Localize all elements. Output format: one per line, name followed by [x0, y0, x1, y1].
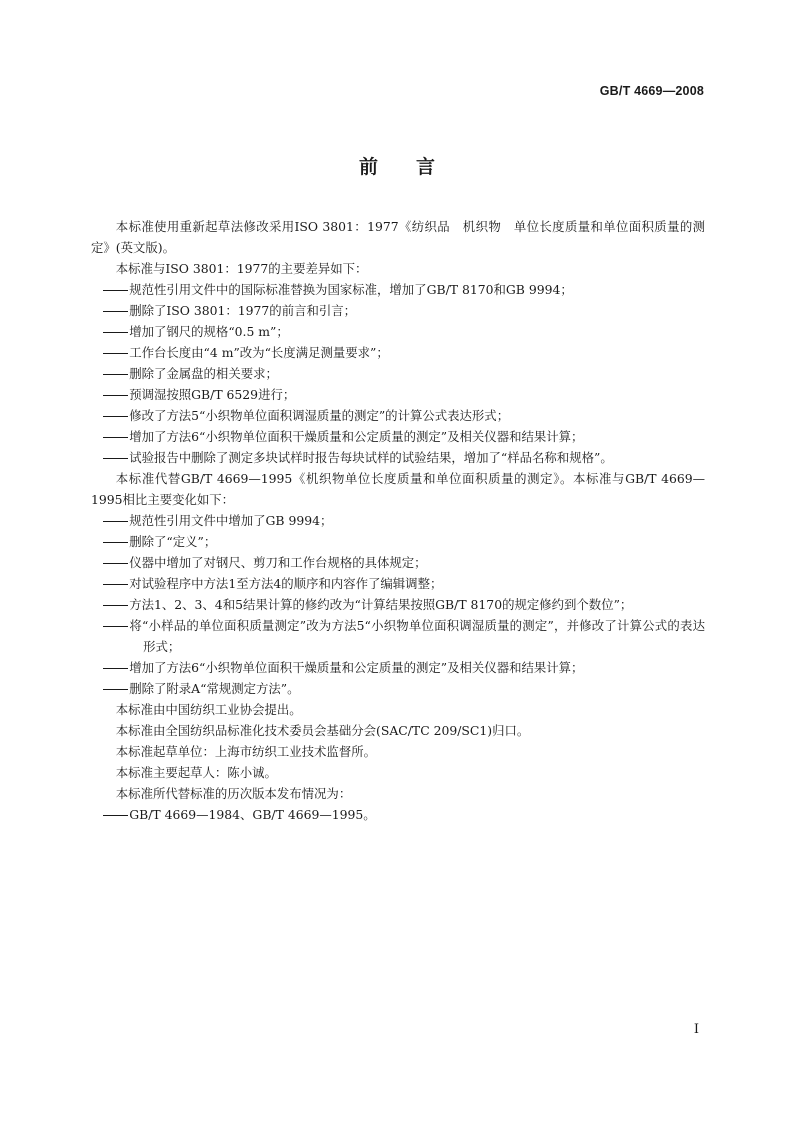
paragraph: 本标准使用重新起草法修改采用ISO 3801：1977《纺织品 机织物 单位长度质量和单位面积质量的测定》(英文版)。 — [91, 219, 705, 255]
list-item — [91, 426, 705, 447]
list-item-text: 将“小样品的单位面积质量测定”改为方法5“小织物单位面积调湿质量的测定”，并修改了计算公式的表达形式； — [129, 618, 705, 654]
dash-marker — [103, 584, 128, 586]
paragraph: 本标准由中国纺织工业协会提出。 — [115, 702, 302, 717]
list-item-text: 修改了方法5“小织物单位面积调湿质量的测定”的计算公式表达形式； — [129, 408, 510, 423]
list-item — [91, 657, 705, 678]
list-item-text: 工作台长度由“4 m”改为“长度满足测量要求”； — [129, 345, 389, 360]
list-item-text: 增加了钢尺的规格“0.5 m”； — [129, 324, 289, 339]
list-item-text: 仪器中增加了对钢尺、剪刀和工作台规格的具体规定； — [129, 555, 427, 570]
list-item-text: 删除了ISO 3801：1977的前言和引言； — [129, 303, 357, 318]
paragraph: 本标准所代替标准的历次版本发布情况为： — [115, 786, 352, 801]
dash-marker — [103, 290, 128, 292]
dash-marker — [103, 458, 128, 460]
list-item — [91, 447, 705, 468]
list-item-text: 删除了附录A“常规测定方法”。 — [129, 681, 300, 696]
list-item — [91, 405, 705, 426]
paragraph: 本标准代替GB/T 4669—1995《机织物单位长度质量和单位面积质量的测定》。本标准与GB/T 4669—1995相比主要变化如下： — [91, 471, 705, 507]
list-item-text: 删除了“定义”； — [129, 534, 217, 549]
list-item-text: GB/T 4669—1984、GB/T 4669—1995。 — [129, 807, 376, 822]
list-item-text: 方法1、2、3、4和5结果计算的修约改为“计算结果按照GB/T 8170的规定修约到个数位”； — [129, 597, 633, 612]
dash-marker — [103, 815, 128, 817]
dash-marker — [103, 563, 128, 565]
list-item-text: 删除了金属盘的相关要求； — [129, 366, 278, 381]
list-item — [91, 678, 705, 699]
list-item-text: 规范性引用文件中增加了GB 9994； — [129, 513, 333, 528]
list-item-text: 试验报告中删除了测定多块试样时报告每块试样的试验结果，增加了“样品名称和规格”。 — [129, 450, 613, 465]
dash-marker — [103, 311, 128, 313]
dash-marker — [103, 353, 128, 355]
dash-marker — [103, 374, 128, 376]
list-item-text: 规范性引用文件中的国际标准替换为国家标准，增加了GB/T 8170和GB 9994； — [129, 282, 573, 297]
paragraph: 本标准由全国纺织品标准化技术委员会基础分会(SAC/TC 209/SC1)归口。 — [115, 723, 530, 738]
dash-marker — [103, 416, 128, 418]
dash-marker — [103, 689, 128, 691]
page-title: 前言 — [358, 156, 473, 178]
list-item — [91, 573, 705, 594]
dash-marker — [103, 542, 128, 544]
list-item — [91, 615, 705, 657]
list-item-text: 增加了方法6“小织物单位面积干燥质量和公定质量的测定”及相关仪器和结果计算； — [129, 429, 584, 444]
dash-marker — [103, 395, 128, 397]
list-item — [91, 594, 705, 615]
list-item — [91, 321, 705, 342]
list-item — [91, 552, 705, 573]
paragraph: 本标准主要起草人：陈小诚。 — [115, 765, 277, 780]
dash-marker — [103, 521, 128, 523]
dash-marker — [103, 668, 128, 670]
dash-marker — [103, 605, 128, 607]
paragraph: 本标准起草单位：上海市纺织工业技术监督所。 — [115, 744, 376, 759]
foreword-body — [91, 216, 705, 825]
list-item — [91, 531, 705, 552]
dash-marker — [103, 437, 128, 439]
page-number: I — [693, 1022, 699, 1037]
list-item — [91, 384, 705, 405]
list-item — [91, 342, 705, 363]
list-item — [91, 279, 705, 300]
list-item — [91, 510, 705, 531]
document-code: GB/T 4669—2008 — [599, 84, 704, 98]
dash-marker — [103, 332, 128, 334]
list-item-text: 预调湿按照GB/T 6529进行； — [129, 387, 296, 402]
list-item-text: 对试验程序中方法1至方法4的顺序和内容作了编辑调整； — [129, 576, 443, 591]
paragraph: 本标准与ISO 3801：1977的主要差异如下： — [115, 261, 368, 276]
list-item — [91, 804, 705, 825]
list-item-text: 增加了方法6“小织物单位面积干燥质量和公定质量的测定”及相关仪器和结果计算； — [129, 660, 584, 675]
list-item — [91, 300, 705, 321]
dash-marker — [103, 626, 128, 628]
list-item — [91, 363, 705, 384]
